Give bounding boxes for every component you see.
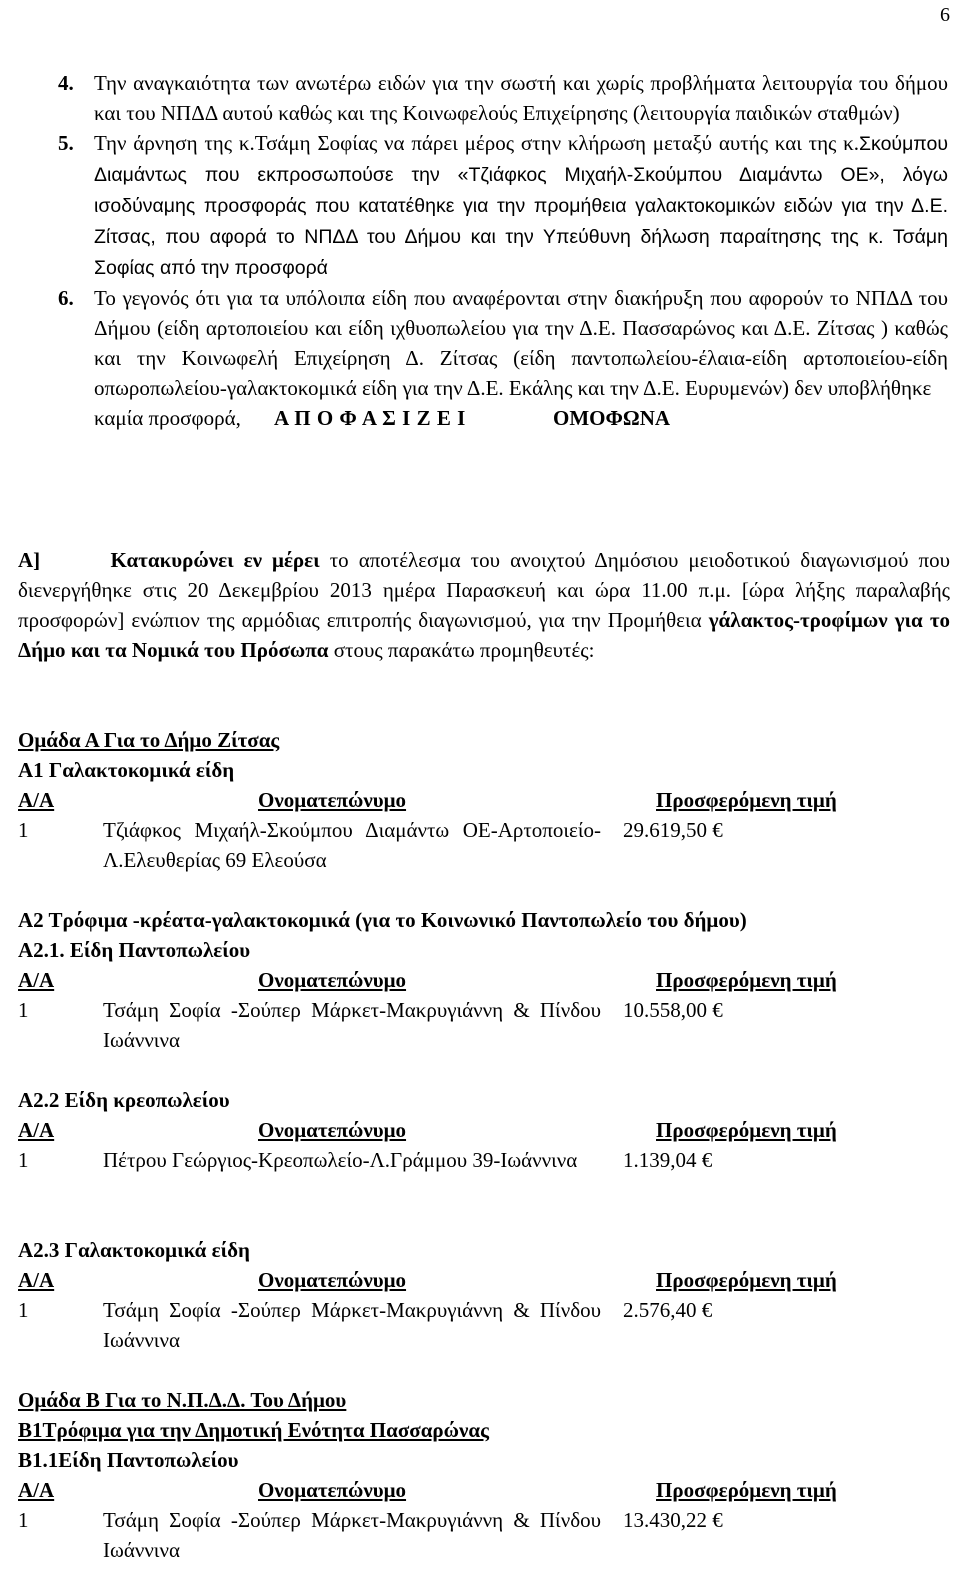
table-row <box>18 1505 950 1565</box>
group-title: Ομάδα Β Για το Ν.Π.Δ.Δ. Του Δήμου <box>18 1388 347 1412</box>
subgroup-title: Α2 Τρόφιμα -κρέατα-γαλακτοκομικά (για το Κοινωνικό Παντοπωλείο του δήμου) <box>18 908 747 932</box>
section-text: στους παρακάτω προμηθευτές: <box>333 638 595 662</box>
header-aa: Α/Α <box>18 1268 55 1292</box>
decision-heading: Α Π Ο Φ Α Σ Ι Ζ Ε Ι <box>274 406 466 430</box>
row-price: 2.576,40 € <box>623 1298 713 1322</box>
table-row <box>18 1145 950 1175</box>
header-price: Προσφερόμενη τιμή <box>656 968 837 992</box>
table-header <box>18 965 950 995</box>
row-price: 29.619,50 € <box>623 818 723 842</box>
item-text: Την άρνηση της κ.Τσάμη Σοφίας να πάρει μέρος στην κλήρωση μεταξύ αυτής και της κ. <box>94 131 859 155</box>
decision-line <box>58 403 948 433</box>
row-aa: 1 <box>18 1298 29 1322</box>
section-a-paragraph <box>18 545 950 665</box>
header-price: Προσφερόμενη τιμή <box>656 1268 837 1292</box>
item-text-sans: Σκούμπου Διαμάντως που εκπροσωπούσε την «Τζιάφκος Μιχαήλ-Σκούμπου Διαμάντω ΟΕ», λόγω ισοδύναμης προσφοράς που κατατέθηκε για την προμήθεια γαλακτοκομικών ειδών για την Δ.Ε. Ζίτσας, που αφορά το ΝΠΔΔ του Δήμου και την Υπεύθυνη δήλωση παραίτησης της κ. Τσάμη Σοφίας από την προσφορά <box>94 133 948 279</box>
item-number: 6. <box>58 286 74 310</box>
row-name: Τζιάφκος Μιχαήλ-Σκούμπου Διαμάντω ΟΕ-Αρτοποιείο-Λ.Ελευθερίας 69 Ελεούσα <box>103 818 601 872</box>
item-text: Την αναγκαιότητα των ανωτέρω ειδών για την σωστή και χωρίς προβλήματα λειτουργία του δήμου και του ΝΠΔΔ αυτού καθώς και της Κοινωφελούς Επιχείρησης (λειτουργία παιδικών σταθμών) <box>94 71 948 125</box>
list-item <box>58 283 948 403</box>
group-a <box>18 725 950 875</box>
section-text: το αποτέλεσμα του ανοιχτού Δημόσιου μειοδοτικού διαγωνισμού που διενεργήθηκε στις 20 Δεκεμβρίου 2013 ημέρα Παρασκευή και ώρα 11.00 π.μ. [ώρα λήξης παραλαβής προσφορών] ενώπιον της αρμόδιας επιτροπής διαγωνισμού, για την Προμήθεια <box>18 548 951 632</box>
group-title: Ομάδα Α Για το Δήμο Ζίτσας <box>18 728 280 752</box>
item-number: 5. <box>58 131 74 155</box>
row-name: Τσάμη Σοφία -Σούπερ Μάρκετ-Μακρυγιάννη & Πίνδου Ιωάννινα <box>103 1508 601 1562</box>
subgroup-title: Β1.1Είδη Παντοπωλείου <box>18 1448 239 1472</box>
table-row <box>18 995 950 1055</box>
group-a22 <box>18 1085 950 1175</box>
subgroup-title: Α1 Γαλακτοκομικά είδη <box>18 758 235 782</box>
header-price: Προσφερόμενη τιμή <box>656 788 837 812</box>
table-row <box>18 815 950 875</box>
item-text: Το γεγονός ότι για τα υπόλοιπα είδη που αναφέρονται στην διακήρυξη που αφορούν το ΝΠΔΔ του Δήμου (είδη αρτοποιείου και είδη ιχθυοπωλείου για την Δ.Ε. Πασσαρώνος και Δ.Ε. Ζίτσας ) καθώς και την Κοινωφελή Επιχείρηση Δ. Ζίτσας (είδη παντοπωλείου-έλαια-είδη αρτοποιείου-είδη οπωροπωλείου-γαλακτοκομικά είδη για την Δ.Ε. Εκάλης και την Δ.Ε. Ευρυμενών) δεν υποβλήθηκε <box>94 286 948 400</box>
row-price: 13.430,22 € <box>623 1508 723 1532</box>
row-aa: 1 <box>18 998 29 1022</box>
table-row <box>18 1295 950 1355</box>
row-price: 1.139,04 € <box>623 1148 713 1172</box>
header-aa: Α/Α <box>18 968 55 992</box>
header-name: Ονοματεπώνυμο <box>258 968 407 992</box>
list-item <box>58 68 948 128</box>
row-aa: 1 <box>18 818 29 842</box>
row-name: Τσάμη Σοφία -Σούπερ Μάρκετ-Μακρυγιάννη & Πίνδου Ιωάννινα <box>103 998 601 1052</box>
subgroup-title: Α2.2 Είδη κρεοπωλείου <box>18 1088 230 1112</box>
header-aa: Α/Α <box>18 1478 55 1502</box>
row-name: Τσάμη Σοφία -Σούπερ Μάρκετ-Μακρυγιάννη & Πίνδου Ιωάννινα <box>103 1298 601 1352</box>
header-name: Ονοματεπώνυμο <box>258 1478 407 1502</box>
table-header <box>18 1475 950 1505</box>
table-header <box>18 785 950 815</box>
section-bold: γάλακτος-τροφίμων για το Δήμο και τα Νομικά του Πρόσωπα <box>18 608 951 662</box>
section-label: Α] <box>18 548 41 572</box>
group-a2 <box>18 905 950 1055</box>
subgroup-title: Β1Τρόφιμα για την Δημοτική Ενότητα Πασσαρώνας <box>18 1418 489 1442</box>
decision-lead: καμία προσφορά, <box>94 406 241 430</box>
subgroup-title: Α2.3 Γαλακτοκομικά είδη <box>18 1238 250 1262</box>
header-name: Ονοματεπώνυμο <box>258 788 407 812</box>
list-item <box>58 128 948 283</box>
row-aa: 1 <box>18 1508 29 1532</box>
page-number: 6 <box>940 4 950 26</box>
header-aa: Α/Α <box>18 1118 55 1142</box>
group-a23 <box>18 1235 950 1355</box>
row-aa: 1 <box>18 1148 29 1172</box>
subgroup-title: Α2.1. Είδη Παντοπωλείου <box>18 938 251 962</box>
table-header <box>18 1115 950 1145</box>
header-aa: Α/Α <box>18 788 55 812</box>
header-price: Προσφερόμενη τιμή <box>656 1118 837 1142</box>
group-b <box>18 1385 950 1565</box>
table-header <box>18 1265 950 1295</box>
numbered-list <box>58 68 948 433</box>
header-name: Ονοματεπώνυμο <box>258 1268 407 1292</box>
header-name: Ονοματεπώνυμο <box>258 1118 407 1142</box>
item-number: 4. <box>58 71 74 95</box>
row-name: Πέτρου Γεώργιος-Κρεοπωλείο-Λ.Γράμμου 39-Ιωάννινα <box>103 1148 578 1172</box>
decision-unanimous: ΟΜΟΦΩΝΑ <box>553 406 671 430</box>
row-price: 10.558,00 € <box>623 998 723 1022</box>
header-price: Προσφερόμενη τιμή <box>656 1478 837 1502</box>
section-bold: Κατακυρώνει εν μέρει <box>110 548 320 572</box>
